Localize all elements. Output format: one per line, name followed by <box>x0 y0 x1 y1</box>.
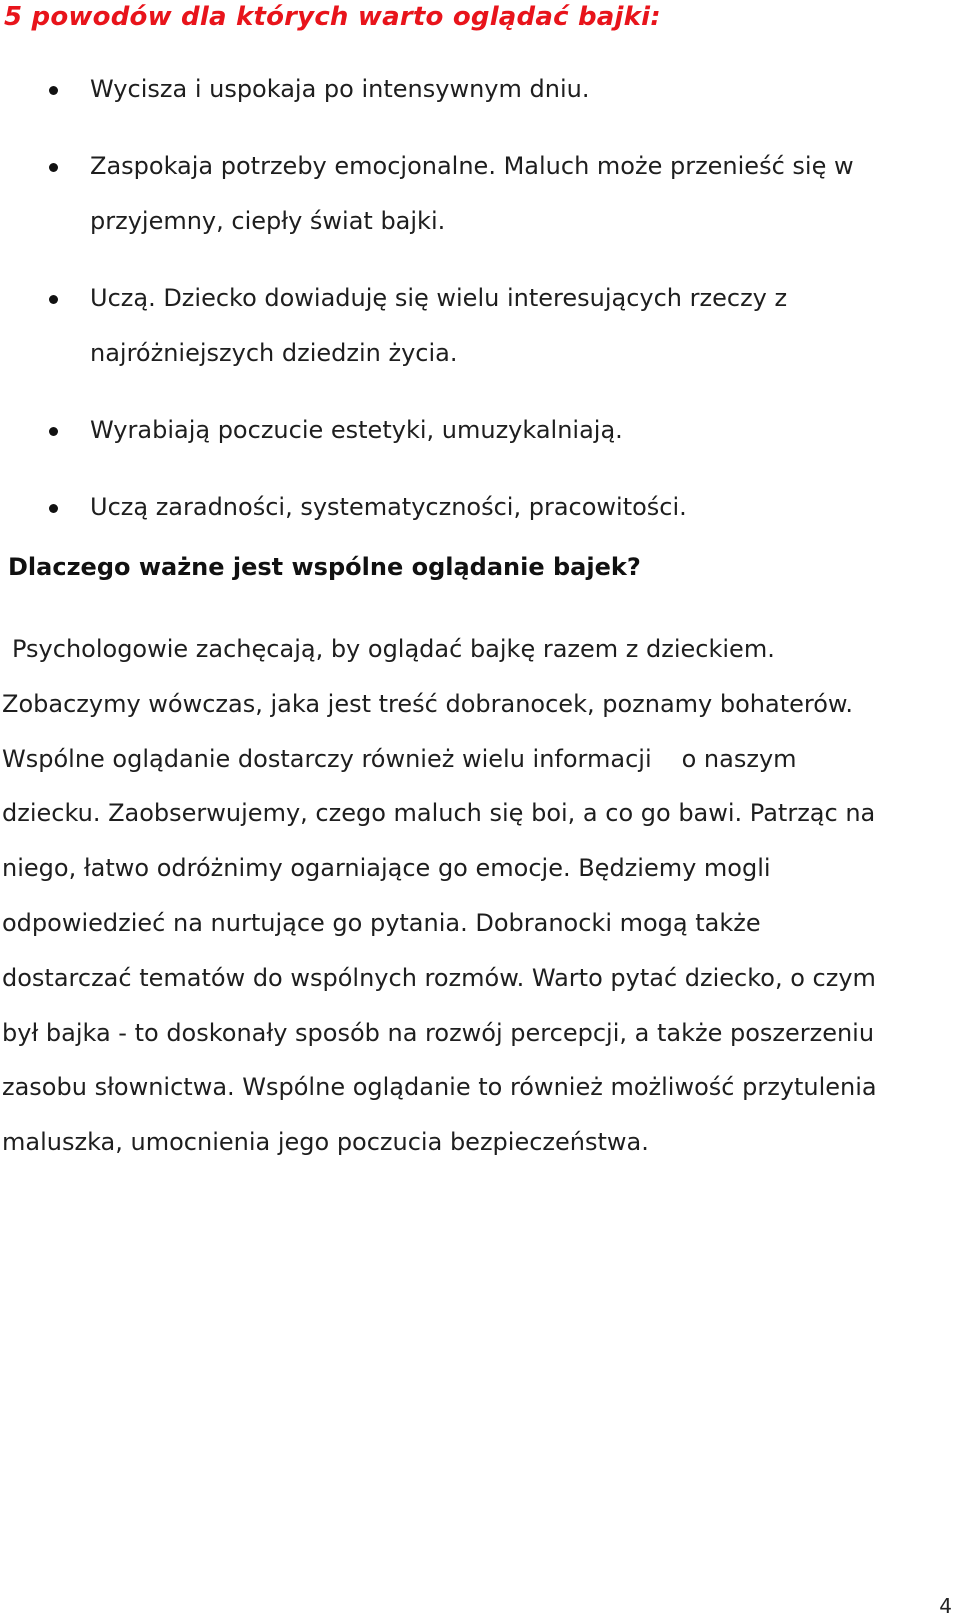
paragraph-text-part1: Psychologowie zachęcają, by oglądać bajkę razem z dzieckiem. Zobaczymy wówczas, jaka jest treść dobranocek, poznamy bohaterów. Wspólne oglądanie dostarczy również wielu informacji <box>2 635 853 773</box>
list-item-text: Zaspokaja potrzeby emocjonalne. Maluch może przenieść się w przyjemny, ciepły świat bajki. <box>90 152 854 235</box>
paragraph-text-part2: o naszym dziecku. Zaobserwujemy, czego maluch się boi, a co go bawi. Patrząc na niego, łatwo odróżnimy ogarniające go emocje. Będziemy mogli odpowiedzieć na nurtujące go pytania. Dobranocki mogą także dostarczać tematów do wspólnych rozmów. Warto pytać dziecko, o czym był bajka - to doskonały sposób na rozwój percepcji, a także poszerzeniu zasobu słownictwa. Wspólne oglądanie to również możliwość przytulenia maluszka, umocnienia jego poczucia bezpieczeństwa. <box>2 744 877 1157</box>
list-item <box>0 62 900 117</box>
list-item <box>0 403 900 458</box>
body-paragraph <box>2 622 882 1170</box>
list-item-text: Wycisza i uspokaja po intensywnym dniu. <box>90 75 590 103</box>
list-item-text: Uczą zaradności, systematyczności, pracowitości. <box>90 493 687 521</box>
bullet-icon <box>49 504 58 513</box>
list-item <box>0 271 900 381</box>
bullet-icon <box>49 295 58 304</box>
page-number: 4 <box>939 1594 952 1618</box>
list-item <box>0 139 900 249</box>
bullet-icon <box>49 86 58 95</box>
section-heading: Dlaczego ważne jest wspólne oglądanie bajek? <box>8 553 641 581</box>
bullet-icon <box>49 163 58 172</box>
list-item-text: Wyrabiają poczucie estetyki, umuzykalniają. <box>90 416 623 444</box>
bullet-icon <box>49 427 58 436</box>
list-item-text: Uczą. Dziecko dowiaduję się wielu interesujących rzeczy z najróżniejszych dziedzin życia. <box>90 284 788 367</box>
reasons-list <box>0 62 900 557</box>
page-title: 5 powodów dla których warto oglądać bajki: <box>4 2 661 32</box>
list-item <box>0 480 900 535</box>
